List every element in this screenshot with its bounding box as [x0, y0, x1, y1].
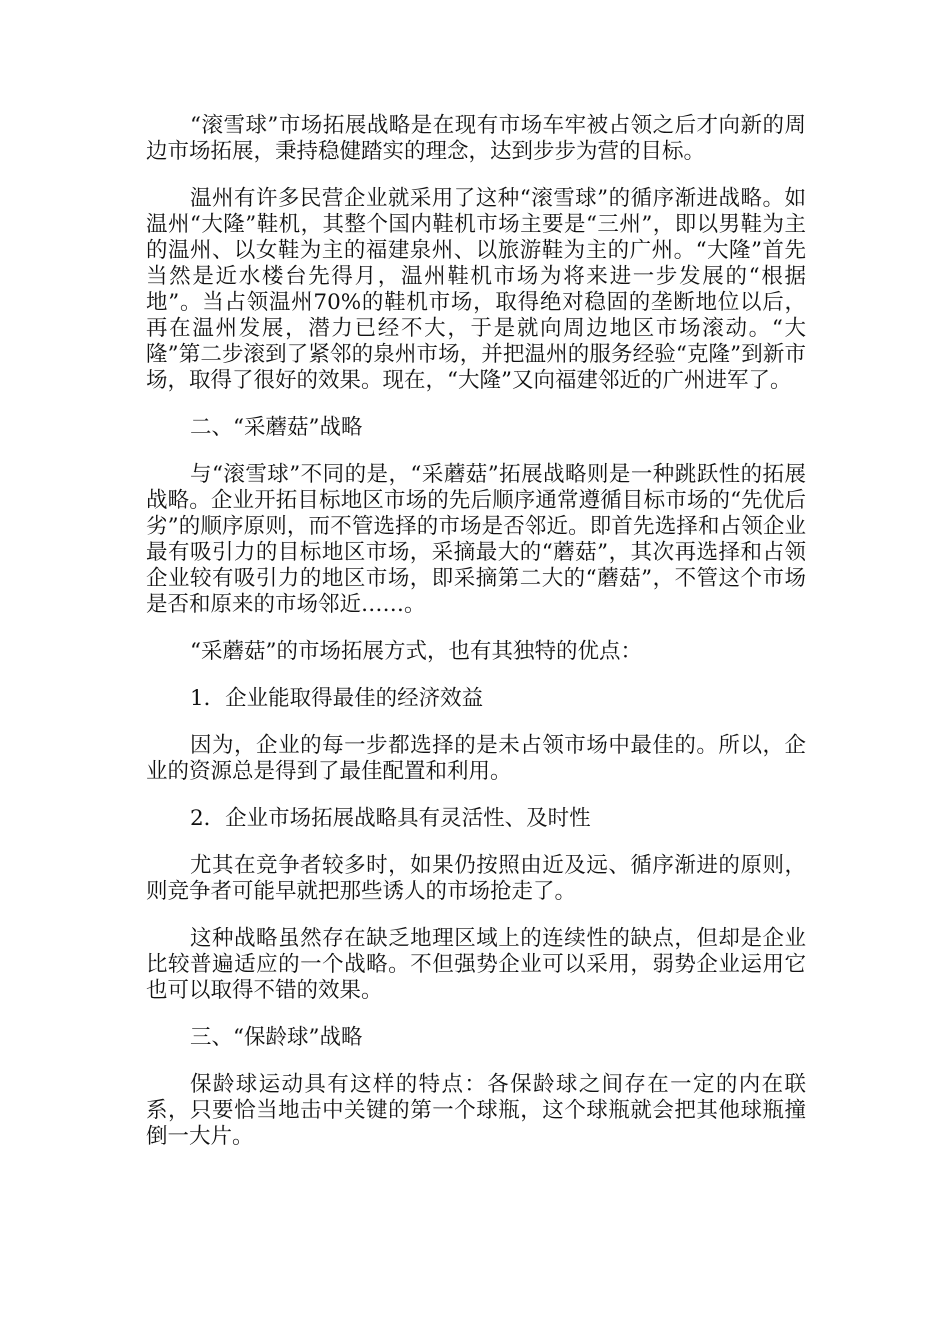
- document-body: [146, 113, 806, 1171]
- paragraph-benefit-1: 因为，企业的每一步都选择的是未占领市场中最佳的。所以，企业的资源总是得到了最佳配置和利用。: [146, 733, 806, 784]
- paragraph-bowling-definition: 保龄球运动具有这样的特点：各保龄球之间存在一定的内在联系，只要恰当地击中关键的第一个球瓶，这个球瓶就会把其他球瓶撞倒一大片。: [146, 1072, 806, 1149]
- section-heading-mushroom: 二、“采蘑菇”战略: [190, 415, 363, 440]
- section-heading-bowling: 三、“保龄球”战略: [190, 1025, 363, 1050]
- paragraph-snowball-definition: “滚雪球”市场拓展战略是在现有市场车牢被占领之后才向新的周边市场拓展，秉持稳健踏实的理念，达到步步为营的目标。: [146, 113, 806, 164]
- paragraph-benefit-2: 尤其在竞争者较多时，如果仍按照由近及远、循序渐进的原则，则竞争者可能早就把那些诱人的市场抢走了。: [146, 853, 806, 904]
- paragraph-mushroom-advantages: “采蘑菇”的市场拓展方式，也有其独特的优点：: [190, 639, 642, 664]
- paragraph-wenzhou-example: 温州有许多民营企业就采用了这种“滚雪球”的循序渐进战略。如温州“大隆”鞋机，其整个国内鞋机市场主要是“三州”，即以男鞋为主的温州、以女鞋为主的福建泉州、以旅游鞋为主的广州。“大隆”首先当然是近水楼台先得月，温州鞋机市场为将来进一步发展的“根据地”。当占领温州70%的鞋机市场，取得绝对稳固的垄断地位以后，再在温州发展，潜力已经不大，于是就向周边地区市场滚动。“大隆”第二步滚到了紧邻的泉州市场，并把温州的服务经验“克隆”到新市场，取得了很好的效果。现在，“大隆”又向福建邻近的广州进军了。: [146, 186, 806, 393]
- paragraph-strategy-summary: 这种战略虽然存在缺乏地理区域上的连续性的缺点，但却是企业比较普遍适应的一个战略。不但强势企业可以采用，弱势企业运用它也可以取得不错的效果。: [146, 926, 806, 1003]
- paragraph-mushroom-definition: 与“滚雪球”不同的是，“采蘑菇”拓展战略则是一种跳跃性的拓展战略。企业开拓目标地区市场的先后顺序通常遵循目标市场的“先优后劣”的顺序原则，而不管选择的市场是否邻近。即首先选择和占领企业最有吸引力的目标地区市场，采摘最大的“蘑菇”，其次再选择和占领企业较有吸引力的地区市场，即采摘第二大的“蘑菇”，不管这个市场是否和原来的市场邻近……。: [146, 462, 806, 617]
- list-item-heading-1: 1．企业能取得最佳的经济效益: [190, 686, 484, 711]
- list-item-heading-2: 2．企业市场拓展战略具有灵活性、及时性: [190, 806, 591, 831]
